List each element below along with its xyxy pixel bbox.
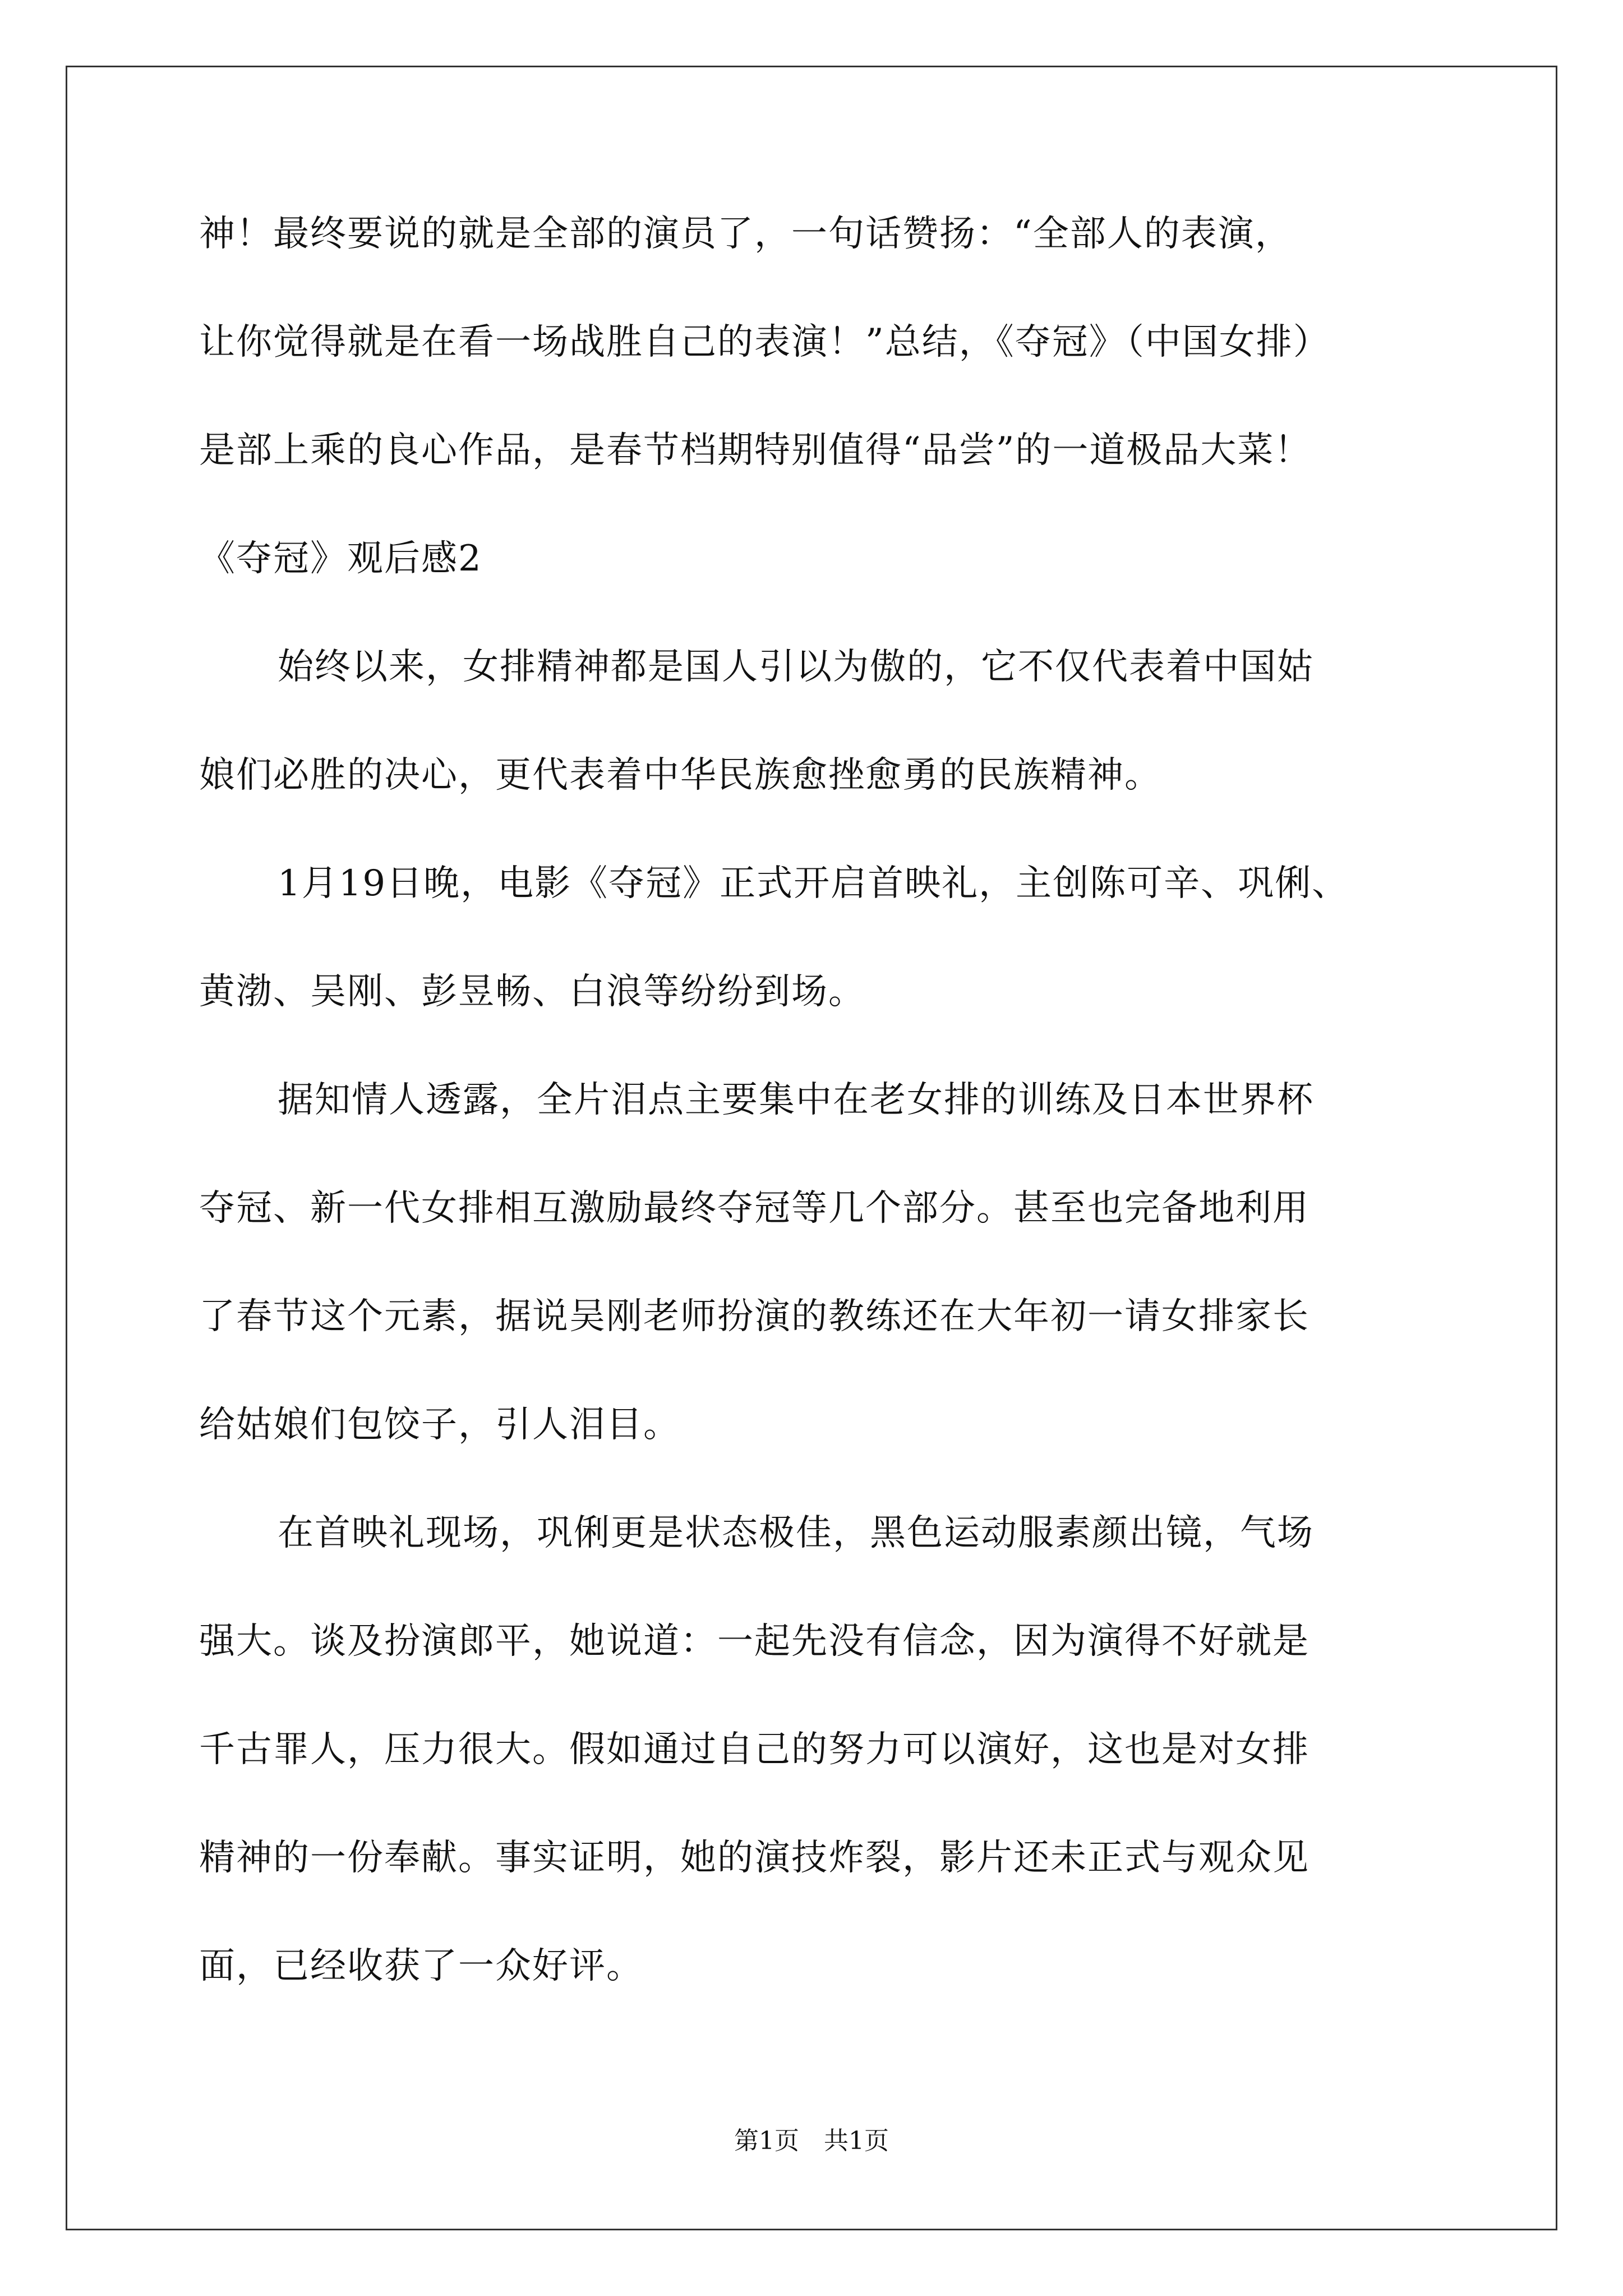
text-line: 在首映礼现场，巩俐更是状态极佳，黑色运动服素颜出镜，气场: [278, 1512, 1314, 1554]
section-heading: 《夺冠》观后感2: [199, 538, 482, 579]
text-line: 面，已经收获了一众好评。: [199, 1945, 643, 1987]
text-line: 强大。谈及扮演郎平，她说道：一起先没有信念，因为演得不好就是: [199, 1621, 1310, 1662]
text-line: 千古罪人，压力很大。假如通过自己的努力可以演好，这也是对女排: [199, 1729, 1310, 1770]
text-line: 娘们必胜的决心，更代表着中华民族愈挫愈勇的民族精神。: [199, 754, 1161, 796]
text-line: 给姑娘们包饺子，引人泪目。: [199, 1404, 680, 1446]
text-line: 黄渤、吴刚、彭昱畅、白浪等纷纷到场。: [199, 971, 865, 1013]
text-line: 神！最终要说的就是全部的演员了，一句话赞扬：“全部人的表演，: [199, 213, 1292, 255]
document-body: [199, 213, 1438, 1987]
text-line: 据知情人透露，全片泪点主要集中在老女排的训练及日本世界杯: [278, 1079, 1314, 1121]
text-line: 始终以来，女排精神都是国人引以为傲的，它不仅代表着中国姑: [278, 646, 1314, 688]
text-line: 了春节这个元素，据说吴刚老师扮演的教练还在大年初一请女排家长: [199, 1296, 1310, 1337]
page-number: 第1页 共1页: [734, 2127, 889, 2155]
text-line: 夺冠、新一代女排相互激励最终夺冠等几个部分。甚至也完备地利用: [199, 1188, 1310, 1229]
text-line: 让你觉得就是在看一场战胜自己的表演！”总结，《夺冠》（中国女排）: [199, 321, 1330, 363]
text-line: 1月19日晚，电影《夺冠》正式开启首映礼，主创陈可辛、巩俐、: [278, 863, 1349, 904]
text-line: 是部上乘的良心作品，是春节档期特别值得“品尝”的一道极品大菜！: [199, 430, 1312, 471]
text-line: 精神的一份奉献。事实证明，她的演技炸裂，影片还未正式与观众见: [199, 1837, 1310, 1879]
